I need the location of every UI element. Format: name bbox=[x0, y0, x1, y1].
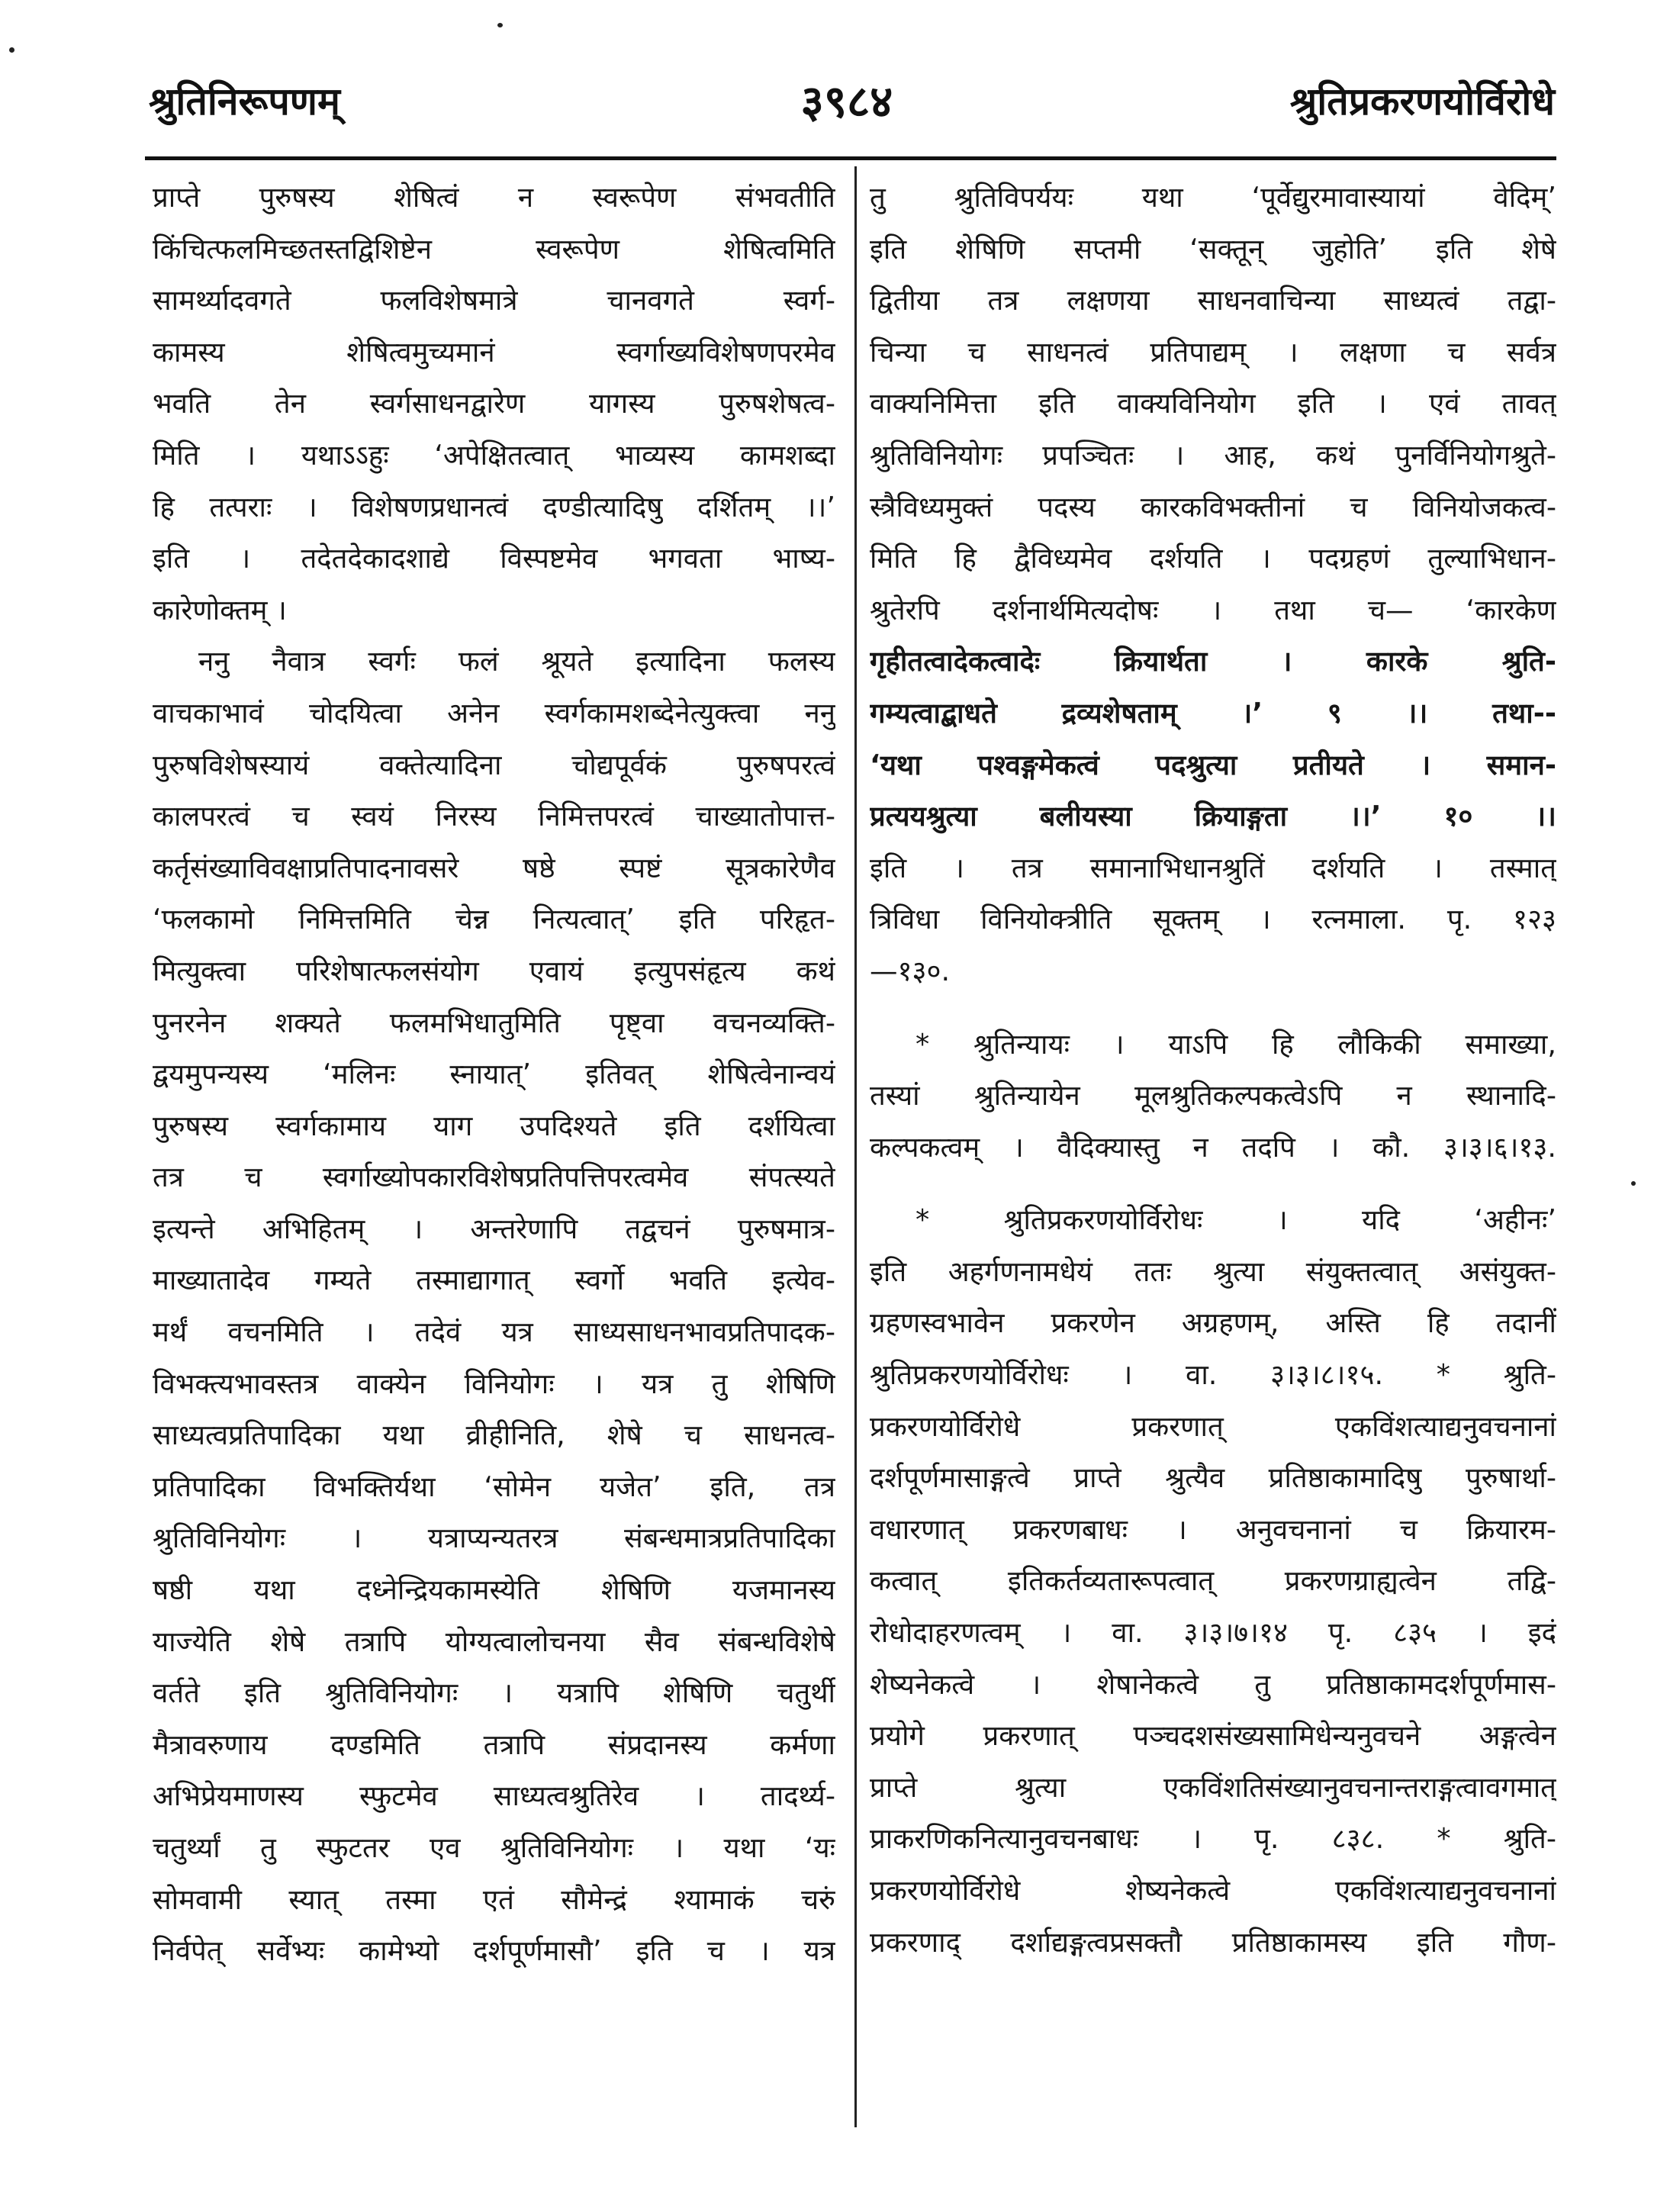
right-column-line: प्रयोगे प्रकरणात् पञ्चदशसंख्यसामिधेन्यनुवचने अङ्गत्वेन bbox=[870, 1719, 1556, 1753]
paragraph-gap bbox=[870, 1173, 1556, 1194]
left-column-line: हि तत्पराः । विशेषणप्रधानत्वं दण्डीत्यादिषु दर्शितम् ।।’ bbox=[153, 490, 835, 523]
right-column-line: ग्रहणस्वभावेन प्रकरणेन अग्रहणम्, अस्ति हि तदानीं bbox=[870, 1306, 1556, 1340]
right-column-line: श्रुतिप्रकरणयोर्विरोधः । वा. ३।३।८।१५. * श्रुति- bbox=[870, 1358, 1556, 1392]
left-column-line: चतुर्थ्यां तु स्फुटतर एव श्रुतिविनियोगः । यथा ‘यः bbox=[153, 1831, 835, 1864]
right-column-line: * श्रुतिप्रकरणयोर्विरोधः । यदि ‘अहीनः’ bbox=[915, 1203, 1556, 1237]
left-column-line: मैत्रावरुणाय दण्डमिति तत्रापि संप्रदानस्य कर्मणा bbox=[153, 1727, 835, 1761]
speck-mark bbox=[9, 47, 14, 53]
right-column-line: श्रुतेरपि दर्शनार्थमित्यदोषः । तथा च— ‘कारकेण bbox=[870, 593, 1556, 626]
left-column-line: किंचित्फलमिच्छतस्तद्विशिष्टेन स्वरूपेण शेषित्वमिति bbox=[153, 232, 835, 266]
left-column-line: द्वयमुपन्यस्य ‘मलिनः स्नायात्’ इतिवत् शेषित्वेनान्वयं bbox=[153, 1058, 835, 1091]
left-column-line: विभक्त्यभावस्तत्र वाक्येन विनियोगः । यत्र तु शेषिणि bbox=[153, 1367, 835, 1400]
left-column-line: कारेणोक्तम् । bbox=[153, 593, 287, 626]
running-head-left: श्रुतिनिरूपणम् bbox=[149, 79, 340, 124]
right-column-line: गृहीतत्वादेकत्वादेः क्रियार्थता । कारके श्रुति- bbox=[870, 645, 1556, 678]
left-column-line: कर्तृसंख्याविवक्षाप्रतिपादनावसरे षष्ठे स्पष्टं सूत्रकारेणैव bbox=[153, 851, 835, 884]
left-column-line: कामस्य शेषित्वमुच्यमानं स्वर्गाख्यविशेषणपरमेव bbox=[153, 335, 835, 369]
right-column-line: कल्पकत्वम् । वैदिक्यास्तु न तदपि । कौ. ३।३।६।१३. bbox=[870, 1130, 1556, 1164]
left-column-line: भवति तेन स्वर्गसाधनद्वारेण यागस्य पुरुषशेषत्व- bbox=[153, 387, 835, 420]
right-column-line: द्वितीया तत्र लक्षणया साधनवाचिन्या साध्यत्वं तद्वा- bbox=[870, 284, 1556, 317]
left-column-line: मर्थं वचनमिति । तदेवं यत्र साध्यसाधनभावप्रतिपादक- bbox=[153, 1315, 835, 1349]
left-column-line: निर्वपेत् सर्वेभ्यः कामेभ्यो दर्शपूर्णमासौ’ इति च । यत्र bbox=[153, 1934, 835, 1968]
left-column-line: पुरुषस्य स्वर्गकामाय याग उपदिश्यते इति दर्शयित्वा bbox=[153, 1109, 835, 1142]
right-column-line: त्रिविधा विनियोक्त्रीति सूक्तम् । रत्नमाला. पृ. १२३ bbox=[870, 903, 1556, 936]
speck-mark bbox=[497, 23, 503, 27]
left-column-line: मित्युक्त्वा परिशेषात्फलसंयोग एवायं इत्युपसंहृत्य कथं bbox=[153, 954, 835, 987]
left-column-line: तत्र च स्वर्गाख्योपकारविशेषप्रतिपत्तिपरत्वमेव संपत्स्यते bbox=[153, 1161, 835, 1194]
right-column bbox=[870, 172, 1556, 1968]
right-column-line: रोधोदाहरणत्वम् । वा. ३।३।७।१४ पृ. ८३५ । इदं bbox=[870, 1616, 1556, 1650]
left-column-line: प्रतिपादिका विभक्तिर्यथा ‘सोमेन यजेत’ इति, तत्र bbox=[153, 1470, 835, 1503]
right-column-line: इति शेषिणि सप्तमी ‘सक्तून् जुहोति’ इति शेषे bbox=[870, 232, 1556, 266]
left-column-line: माख्यातादेव गम्यते तस्माद्यागात् स्वर्गो भवति इत्येव- bbox=[153, 1264, 835, 1297]
right-column-line: प्रकरणयोर्विरोधे शेष्यनेकत्वे एकविंशत्याद्यनुवचनानां bbox=[870, 1874, 1556, 1907]
right-column-line: प्रकरणयोर्विरोधे प्रकरणात् एकविंशत्याद्यनुवचनानां bbox=[870, 1409, 1556, 1443]
right-column-line: प्रकरणाद् दर्शाद्यङ्गत्वप्रसक्तौ प्रतिष्ठाकामस्य इति गौण- bbox=[870, 1925, 1556, 1959]
speck-mark bbox=[1631, 1181, 1636, 1186]
left-column-line: कालपरत्वं च स्वयं निरस्य निमित्तपरत्वं चाख्यातोपात्त- bbox=[153, 800, 835, 833]
left-column-line: वर्तते इति श्रुतिविनियोगः । यत्रापि शेषिणि चतुर्थी bbox=[153, 1676, 835, 1710]
right-column-line: दर्शपूर्णमासाङ्गत्वे प्राप्ते श्रुत्यैव प्रतिष्ठाकामादिषु पुरुषार्था- bbox=[870, 1461, 1556, 1495]
paragraph-gap bbox=[870, 997, 1556, 1019]
right-column-line: प्राप्ते श्रुत्या एकविंशतिसंख्यानुवचनान्तराङ्गत्वावगमात् bbox=[870, 1770, 1556, 1804]
right-column-line: —१३०. bbox=[870, 954, 951, 987]
right-column-line: स्त्रैविध्यमुक्तं पदस्य कारकविभक्तीनां च विनियोजकत्व- bbox=[870, 490, 1556, 523]
right-column-line: गम्यत्वाद्बाधते द्रव्यशेषताम् ।’ ९ ।। तथा-- bbox=[870, 696, 1556, 729]
right-column-line: इति अहर्गणनामधेयं ततः श्रुत्या संयुक्तत्वात् असंयुक्त- bbox=[870, 1254, 1556, 1288]
right-column-line: प्राकरणिकनित्यानुवचनबाधः । पृ. ८३८. * श्रुति- bbox=[870, 1822, 1556, 1856]
right-column-line: तु श्रुतिविपर्ययः यथा ‘पूर्वेद्युरमावास्यायां वेदिम्’ bbox=[870, 181, 1556, 214]
left-column-line: याज्येति शेषे तत्रापि योग्यत्वालोचनया सैव संबन्धविशेषे bbox=[153, 1624, 835, 1658]
right-column-line: ‘यथा पश्वङ्गमेकत्वं पदश्रुत्या प्रतीयते । समान- bbox=[870, 748, 1556, 781]
right-column-line: वाक्यनिमित्ता इति वाक्यविनियोग इति । एवं तावत् bbox=[870, 387, 1556, 420]
right-column-line: शेष्यनेकत्वे । शेषानेकत्वे तु प्रतिष्ठाकामदर्शपूर्णमास- bbox=[870, 1667, 1556, 1701]
left-column-line: सोमवामी स्यात् तस्मा एतं सौमेन्द्रं श्यामाकं चरुं bbox=[153, 1882, 835, 1916]
left-column-line: इति । तदेतदेकादशाद्ये विस्पष्टमेव भगवता भाष्य- bbox=[153, 542, 835, 575]
left-column-line: पुरुषविशेषस्यायं वक्तेत्यादिना चोद्यपूर्वकं पुरुषपरत्वं bbox=[153, 748, 835, 781]
running-head-right: श्रुतिप्रकरणयोर्विरोधे bbox=[1289, 79, 1555, 124]
right-column-line: कत्वात् इतिकर्तव्यतारूपत्वात् प्रकरणग्राह्यत्वेन तद्वि- bbox=[870, 1564, 1556, 1598]
right-column-line: तस्यां श्रुतिन्यायेन मूलश्रुतिकल्पकत्वेऽपि न स्थानादि- bbox=[870, 1079, 1556, 1112]
left-column-line: पुनरनेन शक्यते फलमभिधातुमिति पृष्ट्वा वचनव्यक्ति- bbox=[153, 1006, 835, 1039]
left-column-line: इत्यन्ते अभिहितम् । अन्तरेणापि तद्वचनं पुरुषमात्र- bbox=[153, 1212, 835, 1245]
left-column-line: वाचकाभावं चोदयित्वा अनेन स्वर्गकामशब्देनेत्युक्त्वा ननु bbox=[153, 696, 835, 729]
left-column-line: साध्यत्वप्रतिपादिका यथा व्रीहीनिति, शेषे च साधनत्व- bbox=[153, 1418, 835, 1452]
left-column-line: सामर्थ्यादवगते फलविशेषमात्रे चानवगते स्वर्ग- bbox=[153, 284, 835, 317]
left-column-line: अभिप्रेयमाणस्य स्फुटमेव साध्यत्वश्रुतिरेव । तादर्थ्य- bbox=[153, 1779, 835, 1813]
left-column-line: ननु नैवात्र स्वर्गः फलं श्रूयते इत्यादिना फलस्य bbox=[198, 645, 835, 678]
right-column-line: श्रुतिविनियोगः प्रपञ्चितः । आह, कथं पुनर्विनियोगश्रुते- bbox=[870, 438, 1556, 472]
right-column-line: इति । तत्र समानाभिधानश्रुतिं दर्शयति । तस्मात् bbox=[870, 851, 1556, 884]
right-column-line: मिति हि द्वैविध्यमेव दर्शयति । पदग्रहणं तुल्याभिधान- bbox=[870, 542, 1556, 575]
left-column-line: ‘फलकामो निमित्तमिति चेन्न नित्यत्वात्’ इति परिहृत- bbox=[153, 903, 835, 936]
right-column-line: प्रत्ययश्रुत्या बलीयस्या क्रियाङ्गता ।।’ १० ।। bbox=[870, 800, 1556, 833]
left-column-line: श्रुतिविनियोगः । यत्राप्यन्यतरत्र संबन्धमात्रप्रतिपादिका bbox=[153, 1521, 835, 1555]
right-column-line: वधारणात् प्रकरणबाधः । अनुवचनानां च क्रियारम- bbox=[870, 1512, 1556, 1546]
left-column-line: मिति । यथाऽऽहुः ‘अपेक्षितत्वात् भाव्यस्य कामशब्दा bbox=[153, 438, 835, 472]
header-rule bbox=[145, 156, 1556, 160]
right-column-line: चिन्या च साधनत्वं प्रतिपाद्यम् । लक्षणा च सर्वत्र bbox=[870, 335, 1556, 369]
left-column-line: प्राप्ते पुरुषस्य शेषित्वं न स्वरूपेण संभवतीति bbox=[153, 181, 835, 214]
left-column bbox=[153, 172, 835, 1977]
left-column-line: षष्ठी यथा दध्नेन्द्रियकामस्येति शेषिणि यजमानस्य bbox=[153, 1573, 835, 1607]
column-divider bbox=[854, 166, 857, 2127]
right-column-line: * श्रुतिन्यायः । याऽपि हि लौकिकी समाख्या, bbox=[915, 1027, 1556, 1061]
page-number: ३९८४ bbox=[800, 76, 893, 127]
